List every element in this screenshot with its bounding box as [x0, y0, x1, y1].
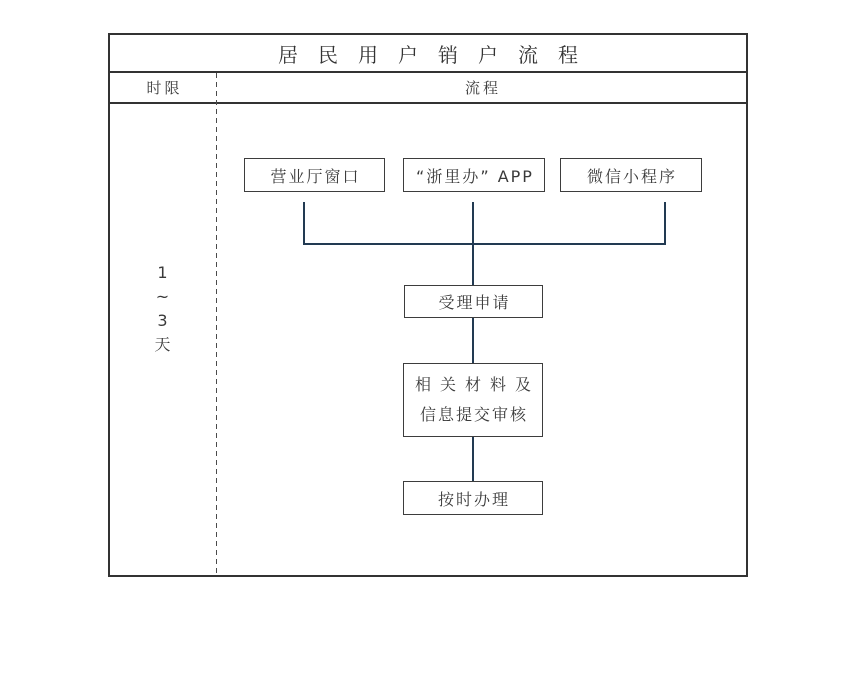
header-separator-line — [110, 102, 746, 104]
flowchart-table — [108, 33, 748, 577]
materials-review-line-1: 相关材料及 — [414, 375, 540, 394]
time-limit-line-days: 天 — [154, 335, 171, 354]
channel-box-wechat-miniprogram: 微信小程序 — [560, 158, 702, 192]
time-limit-line-3: 3 — [157, 311, 168, 330]
time-limit-line-tilde: ~ — [155, 287, 170, 306]
connector-horizontal-merge — [303, 243, 666, 245]
time-limit-line-1: 1 — [157, 263, 168, 282]
materials-review-line-2: 信息提交审核 — [419, 405, 528, 424]
channel-box-zheliban-app: “浙里办” APP — [403, 158, 545, 192]
page-title: 居民用户销户流程 — [278, 42, 598, 67]
connector-materials-to-process — [472, 437, 474, 481]
connector-right-vertical — [664, 202, 666, 245]
time-limit-value — [110, 261, 215, 357]
column-divider-dashed-line — [216, 73, 217, 575]
column-header-process: 流程 — [464, 79, 501, 97]
column-header-time-limit: 时限 — [146, 79, 183, 97]
step-box-accept-application: 受理申请 — [404, 285, 543, 318]
connector-accept-to-materials — [472, 318, 474, 363]
connector-left-vertical — [303, 202, 305, 245]
step-box-materials-review — [403, 363, 543, 437]
channel-box-business-hall-window: 营业厅窗口 — [244, 158, 385, 192]
step-box-timely-processing: 按时办理 — [403, 481, 543, 515]
